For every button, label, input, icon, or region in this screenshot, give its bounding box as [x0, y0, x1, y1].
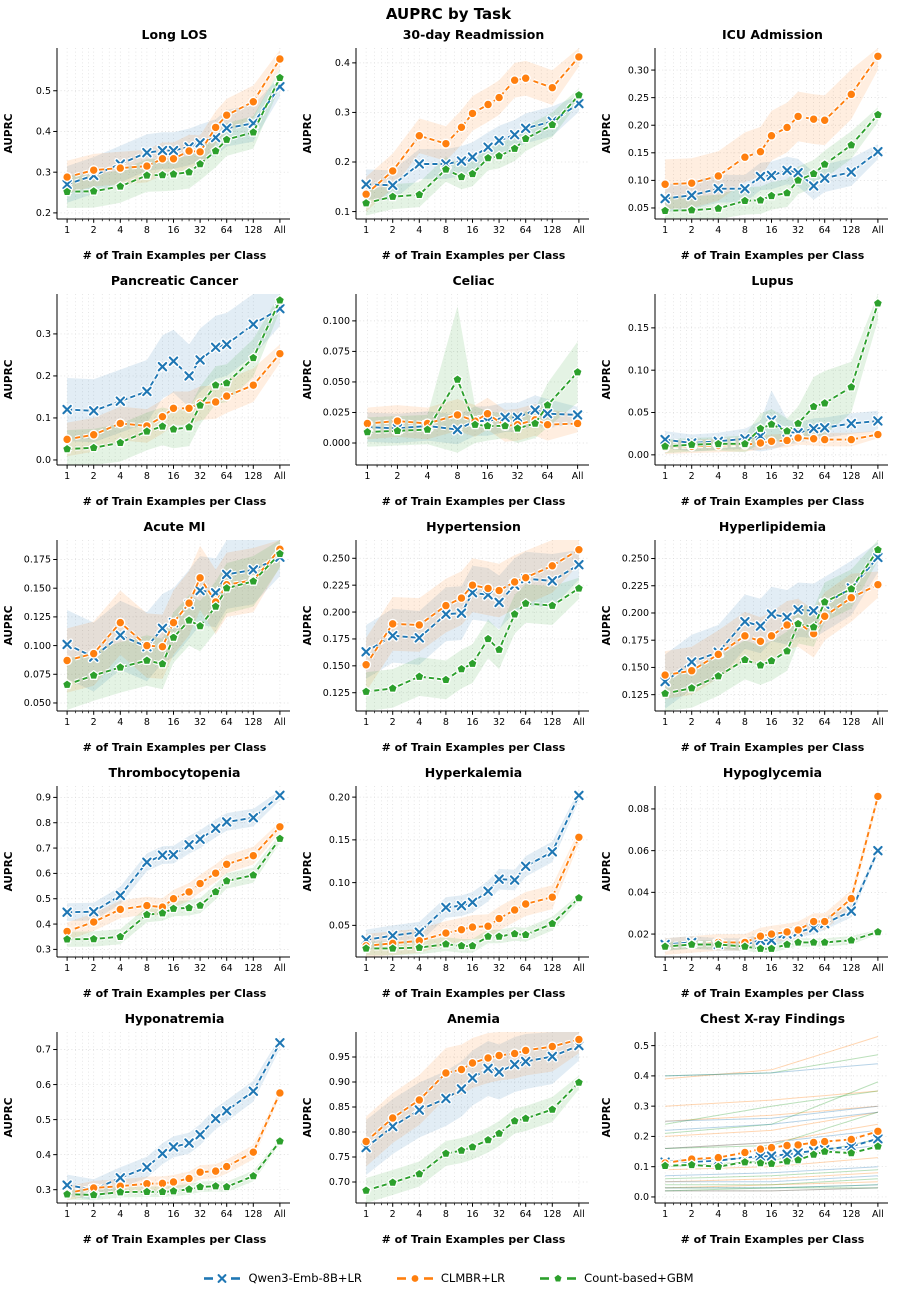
- x-tick-label: 8: [741, 471, 748, 482]
- subplot-hypertension: [299, 518, 598, 764]
- y-tick-label: 0.5: [633, 1040, 649, 1052]
- y-tick-label: 0.08: [627, 804, 649, 816]
- y-axis-label: AUPRC: [3, 605, 15, 646]
- y-tick-label: 0.050: [322, 377, 350, 389]
- x-tick-label: 32: [792, 1209, 805, 1220]
- y-tick-label: 0.3: [334, 107, 350, 119]
- x-tick-label: 8: [741, 963, 748, 974]
- legend-item-clmbr: [396, 1271, 505, 1285]
- x-tick-label: 2: [90, 717, 97, 728]
- y-tick-label: 0.4: [633, 1071, 649, 1083]
- x-tick-label: 1: [64, 963, 71, 974]
- x-tick-label: 8: [143, 471, 150, 482]
- x-tick-label: 8: [442, 225, 449, 236]
- y-tick-label: 0.25: [627, 92, 649, 104]
- x-tick-label: 8: [442, 963, 449, 974]
- y-axis-label: AUPRC: [601, 359, 613, 400]
- x-tick-label: 128: [244, 471, 263, 482]
- y-tick-label: 0.00: [627, 450, 649, 462]
- x-tick-label: 64: [818, 471, 831, 482]
- y-tick-label: 0.5: [35, 893, 51, 905]
- y-tick-label: 0.3: [35, 329, 51, 341]
- x-tick-label: 8: [143, 1209, 150, 1220]
- subplot-lupus: [598, 272, 897, 518]
- figure-title: AUPRC by Task: [385, 5, 512, 23]
- y-tick-label: 0.050: [23, 698, 51, 710]
- y-tick-label: 0.100: [23, 640, 51, 652]
- x-tick-label: 32: [493, 717, 506, 728]
- y-tick-label: 0.175: [621, 635, 649, 647]
- x-tick-label: 16: [765, 471, 778, 482]
- x-tick-label: 128: [842, 717, 861, 728]
- y-axis-label: AUPRC: [601, 851, 613, 892]
- x-tick-label: 32: [792, 225, 805, 236]
- x-tick-label: 1: [662, 1209, 669, 1220]
- x-tick-label: All: [274, 1209, 286, 1220]
- y-tick-label: 0.4: [35, 919, 51, 931]
- x-tick-label: 64: [818, 963, 831, 974]
- subplot-title: Chest X-ray Findings: [699, 1011, 846, 1026]
- x-tick-label: All: [872, 963, 884, 974]
- x-tick-label: 32: [493, 963, 506, 974]
- x-axis-label: # of Train Examples per Class: [680, 987, 865, 1000]
- x-tick-label: 16: [466, 963, 479, 974]
- x-tick-label: 32: [792, 471, 805, 482]
- x-tick-label: 1: [64, 717, 71, 728]
- x-tick-label: 64: [519, 963, 532, 974]
- x-tick-label: 2: [389, 717, 396, 728]
- x-tick-label: 32: [792, 717, 805, 728]
- x-tick-label: 128: [543, 717, 562, 728]
- x-tick-label: 4: [715, 717, 722, 728]
- y-tick-label: 0.2: [633, 1131, 649, 1143]
- y-axis-label: AUPRC: [3, 113, 15, 154]
- y-axis-label: AUPRC: [3, 1097, 15, 1138]
- y-tick-label: 0.4: [35, 1149, 51, 1161]
- y-tick-label: 0.9: [35, 792, 51, 804]
- y-tick-label: 0.225: [621, 580, 649, 592]
- x-tick-label: 32: [493, 1209, 506, 1220]
- subplot-canvas-hypoglycemia: [598, 781, 897, 987]
- y-tick-label: 0.10: [627, 365, 649, 377]
- subplot-hyponatremia: [0, 1010, 299, 1256]
- x-tick-label: 1: [662, 963, 669, 974]
- x-tick-label: 4: [416, 225, 423, 236]
- x-tick-label: 16: [466, 1209, 479, 1220]
- subplot-canvas-hyperkalemia: [299, 781, 598, 987]
- x-tick-label: 128: [842, 225, 861, 236]
- y-tick-label: 0.2: [35, 371, 51, 383]
- x-tick-label: 16: [765, 1209, 778, 1220]
- x-tick-label: 64: [818, 1209, 831, 1220]
- x-tick-label: 128: [543, 225, 562, 236]
- x-tick-label: 4: [117, 225, 124, 236]
- subplot-title: Thrombocytopenia: [108, 765, 241, 780]
- x-tick-label: 16: [765, 225, 778, 236]
- x-tick-label: 4: [715, 225, 722, 236]
- x-tick-label: All: [274, 471, 286, 482]
- x-tick-label: All: [872, 1209, 884, 1220]
- x-tick-label: 128: [842, 471, 861, 482]
- subplot-pancreatic-cancer: [0, 272, 299, 518]
- x-tick-label: 16: [167, 225, 180, 236]
- x-tick-label: 64: [541, 471, 554, 482]
- y-tick-label: 0.4: [35, 126, 51, 138]
- subplot-title: Hyperlipidemia: [718, 519, 827, 534]
- y-tick-label: 0.150: [621, 662, 649, 674]
- x-tick-label: 16: [765, 717, 778, 728]
- x-tick-label: All: [573, 1209, 585, 1220]
- x-tick-label: All: [274, 963, 286, 974]
- subplot-title: Acute MI: [143, 519, 206, 534]
- x-axis-label: # of Train Examples per Class: [82, 987, 267, 1000]
- x-tick-label: 1: [662, 717, 669, 728]
- subplot-canvas-hypertension: [299, 535, 598, 741]
- subplot-canvas-lupus: [598, 289, 897, 495]
- y-tick-label: 0.75: [328, 1152, 350, 1164]
- x-tick-label: 1: [64, 1209, 71, 1220]
- x-tick-label: 32: [194, 225, 207, 236]
- count-pentagon-marker-icon: [539, 1272, 577, 1285]
- subplot-title: 30-day Readmission: [402, 27, 545, 42]
- x-axis-label: # of Train Examples per Class: [82, 1233, 267, 1246]
- x-tick-label: 2: [394, 471, 401, 482]
- x-tick-label: 16: [765, 963, 778, 974]
- y-axis-label: AUPRC: [601, 605, 613, 646]
- x-tick-label: 128: [842, 963, 861, 974]
- x-axis-label: # of Train Examples per Class: [82, 249, 267, 262]
- x-tick-label: 2: [688, 471, 695, 482]
- x-tick-label: 8: [442, 717, 449, 728]
- y-tick-label: 0.95: [328, 1052, 350, 1064]
- subplot-canvas-hyponatremia: [0, 1027, 299, 1233]
- y-tick-label: 0.1: [633, 1161, 649, 1173]
- legend-item-count: [539, 1271, 693, 1285]
- y-axis-label: AUPRC: [302, 605, 314, 646]
- subplot-canvas-celiac: [299, 289, 598, 495]
- x-tick-label: All: [274, 717, 286, 728]
- y-tick-label: 0.2: [35, 208, 51, 220]
- x-tick-label: 1: [363, 225, 370, 236]
- x-tick-label: 2: [389, 225, 396, 236]
- x-tick-label: 32: [194, 717, 207, 728]
- x-axis-label: # of Train Examples per Class: [82, 741, 267, 754]
- y-tick-label: 0.125: [322, 687, 350, 699]
- x-tick-label: 4: [117, 471, 124, 482]
- y-tick-label: 0.15: [627, 148, 649, 160]
- y-tick-label: 0.3: [35, 944, 51, 956]
- y-tick-label: 0.20: [328, 792, 350, 804]
- subplot-long-los: [0, 26, 299, 272]
- y-tick-label: 0.90: [328, 1077, 350, 1089]
- series-qwen: [63, 1039, 283, 1193]
- subplot-title: Pancreatic Cancer: [110, 273, 239, 288]
- y-tick-label: 0.15: [627, 323, 649, 335]
- subplot-title: ICU Admission: [722, 27, 823, 42]
- subplot-30-day-readmission: [299, 26, 598, 272]
- y-tick-label: 0.025: [322, 407, 350, 419]
- y-tick-label: 0.0: [633, 1192, 649, 1204]
- subplot-canvas-pancreatic-cancer: [0, 289, 299, 495]
- y-tick-label: 0.100: [322, 316, 350, 328]
- subplot-canvas-anemia: [299, 1027, 598, 1233]
- x-tick-label: 32: [194, 471, 207, 482]
- y-tick-label: 0.1: [35, 413, 51, 425]
- legend-label: Qwen3-Emb-8B+LR: [248, 1271, 362, 1285]
- subplot-anemia: [299, 1010, 598, 1256]
- x-tick-label: 64: [519, 717, 532, 728]
- subplot-celiac: [299, 272, 598, 518]
- x-tick-label: 2: [90, 471, 97, 482]
- y-tick-label: 0.150: [23, 583, 51, 595]
- y-tick-label: 0.85: [328, 1102, 350, 1114]
- subplot-thrombocytopenia: [0, 764, 299, 1010]
- x-tick-label: 64: [220, 717, 233, 728]
- x-tick-label: 64: [220, 1209, 233, 1220]
- x-tick-label: All: [872, 471, 884, 482]
- x-axis-label: # of Train Examples per Class: [381, 987, 566, 1000]
- x-axis-label: # of Train Examples per Class: [680, 249, 865, 262]
- x-tick-label: 4: [416, 963, 423, 974]
- y-tick-label: 0.30: [627, 65, 649, 77]
- subplot-title: Anemia: [447, 1011, 500, 1026]
- x-tick-label: 8: [741, 717, 748, 728]
- x-tick-label: 32: [792, 963, 805, 974]
- y-axis-label: AUPRC: [302, 851, 314, 892]
- y-axis-label: AUPRC: [302, 1097, 314, 1138]
- subplot-title: Hypoglycemia: [722, 765, 823, 780]
- x-tick-label: All: [872, 225, 884, 236]
- y-tick-label: 0.3: [35, 167, 51, 179]
- y-tick-label: 0.05: [627, 203, 649, 215]
- x-tick-label: 2: [688, 1209, 695, 1220]
- x-tick-label: 32: [493, 225, 506, 236]
- x-tick-label: 4: [416, 1209, 423, 1220]
- subplot-hyperkalemia: [299, 764, 598, 1010]
- y-tick-label: 0.125: [621, 689, 649, 701]
- x-tick-label: 1: [363, 963, 370, 974]
- subplot-canvas-hyperlipidemia: [598, 535, 897, 741]
- legend-item-qwen: [203, 1271, 361, 1285]
- x-axis-label: # of Train Examples per Class: [381, 1233, 566, 1246]
- y-axis-label: AUPRC: [601, 113, 613, 154]
- x-tick-label: 16: [466, 717, 479, 728]
- x-tick-label: 8: [143, 225, 150, 236]
- x-tick-label: 4: [117, 1209, 124, 1220]
- x-tick-label: 1: [662, 225, 669, 236]
- x-tick-label: 128: [543, 1209, 562, 1220]
- x-tick-label: 1: [364, 471, 371, 482]
- x-tick-label: 16: [167, 1209, 180, 1220]
- y-tick-label: 0.80: [328, 1127, 350, 1139]
- x-tick-label: 128: [244, 1209, 263, 1220]
- y-axis-label: AUPRC: [3, 359, 15, 400]
- x-tick-label: 2: [688, 717, 695, 728]
- x-tick-label: 8: [454, 471, 461, 482]
- x-tick-label: 128: [244, 963, 263, 974]
- x-tick-label: 1: [64, 225, 71, 236]
- x-tick-label: 4: [416, 717, 423, 728]
- x-tick-label: 1: [64, 471, 71, 482]
- y-tick-label: 0.7: [35, 843, 51, 855]
- subplot-hypoglycemia: [598, 764, 897, 1010]
- y-tick-label: 0.05: [328, 920, 350, 932]
- x-tick-label: 4: [715, 471, 722, 482]
- x-axis-label: # of Train Examples per Class: [381, 741, 566, 754]
- y-tick-label: 0.06: [627, 845, 649, 857]
- x-tick-label: 2: [90, 1209, 97, 1220]
- subplot-canvas-long-los: [0, 43, 299, 249]
- x-tick-label: 4: [715, 963, 722, 974]
- y-axis-label: AUPRC: [302, 359, 314, 400]
- subplot-title: Long LOS: [141, 27, 208, 42]
- x-tick-label: 64: [818, 225, 831, 236]
- x-tick-label: 2: [688, 225, 695, 236]
- x-tick-label: 64: [220, 471, 233, 482]
- subplot-title: Hyperkalemia: [424, 765, 523, 780]
- subplot-chest-x-ray-findings: [598, 1010, 897, 1256]
- x-tick-label: 32: [194, 1209, 207, 1220]
- y-tick-label: 0.075: [322, 346, 350, 358]
- x-tick-label: 64: [818, 717, 831, 728]
- x-tick-label: 1: [363, 717, 370, 728]
- x-tick-label: 4: [424, 471, 431, 482]
- chart-grid: [0, 26, 897, 1256]
- y-tick-label: 0.70: [328, 1177, 350, 1189]
- y-tick-label: 0.3: [35, 1184, 51, 1196]
- x-tick-label: 16: [167, 963, 180, 974]
- x-tick-label: 16: [481, 471, 494, 482]
- y-tick-label: 0.175: [23, 554, 51, 566]
- y-tick-label: 0.150: [322, 661, 350, 673]
- subplot-canvas-icu-admission: [598, 43, 897, 249]
- x-axis-label: # of Train Examples per Class: [381, 495, 566, 508]
- x-tick-label: 2: [90, 225, 97, 236]
- x-tick-label: All: [573, 963, 585, 974]
- x-tick-label: 1: [363, 1209, 370, 1220]
- y-tick-label: 0.8: [35, 817, 51, 829]
- y-axis-label: AUPRC: [601, 1097, 613, 1138]
- y-tick-label: 0.10: [627, 175, 649, 187]
- x-axis-label: # of Train Examples per Class: [82, 495, 267, 508]
- y-tick-label: 0.20: [627, 120, 649, 132]
- subplot-canvas-acute-mi: [0, 535, 299, 741]
- x-tick-label: 64: [220, 225, 233, 236]
- x-tick-label: 2: [90, 963, 97, 974]
- x-tick-label: 8: [741, 225, 748, 236]
- x-tick-label: 32: [194, 963, 207, 974]
- subplot-icu-admission: [598, 26, 897, 272]
- x-tick-label: 64: [519, 1209, 532, 1220]
- x-tick-label: 128: [244, 225, 263, 236]
- x-axis-label: # of Train Examples per Class: [680, 1233, 865, 1246]
- x-tick-label: 8: [442, 1209, 449, 1220]
- y-axis-label: AUPRC: [302, 113, 314, 154]
- y-tick-label: 0.200: [621, 608, 649, 620]
- subplot-canvas-chest-x-ray-findings: [598, 1027, 897, 1233]
- subplot-acute-mi: [0, 518, 299, 764]
- y-tick-label: 0.6: [35, 868, 51, 880]
- y-tick-label: 0.2: [334, 157, 350, 169]
- x-tick-label: 64: [519, 225, 532, 236]
- y-tick-label: 0.000: [322, 438, 350, 450]
- y-tick-label: 0.1: [334, 206, 350, 218]
- x-tick-label: 32: [511, 471, 524, 482]
- x-tick-label: 4: [117, 963, 124, 974]
- x-tick-label: 8: [143, 717, 150, 728]
- x-tick-label: 2: [688, 963, 695, 974]
- x-tick-label: All: [274, 225, 286, 236]
- x-tick-label: 64: [220, 963, 233, 974]
- y-tick-label: 0.15: [328, 835, 350, 847]
- y-tick-label: 0.200: [322, 607, 350, 619]
- y-tick-label: 0.05: [627, 407, 649, 419]
- y-tick-label: 0.04: [627, 887, 649, 899]
- subplot-title: Hyponatremia: [124, 1011, 225, 1026]
- y-tick-label: 0.4: [334, 58, 350, 70]
- x-tick-label: 16: [167, 717, 180, 728]
- x-tick-label: 16: [167, 471, 180, 482]
- y-axis-label: AUPRC: [3, 851, 15, 892]
- x-tick-label: 128: [543, 963, 562, 974]
- y-tick-label: 0.225: [322, 580, 350, 592]
- y-tick-label: 0.7: [35, 1044, 51, 1056]
- legend-label: CLMBR+LR: [440, 1271, 506, 1285]
- y-tick-label: 0.5: [35, 85, 51, 97]
- legend: [0, 1258, 897, 1298]
- x-tick-label: 4: [715, 1209, 722, 1220]
- x-tick-label: 128: [842, 1209, 861, 1220]
- y-tick-label: 0.5: [35, 1114, 51, 1126]
- x-axis-label: # of Train Examples per Class: [680, 741, 865, 754]
- subplot-title: Lupus: [751, 273, 794, 288]
- subplot-title: Celiac: [452, 273, 495, 288]
- x-tick-label: 8: [741, 1209, 748, 1220]
- x-axis-label: # of Train Examples per Class: [381, 249, 566, 262]
- y-tick-label: 0.175: [322, 634, 350, 646]
- y-tick-label: 0.075: [23, 669, 51, 681]
- y-tick-label: 0.0: [35, 455, 51, 467]
- qwen-x-marker-icon: [203, 1272, 241, 1285]
- subplot-hyperlipidemia: [598, 518, 897, 764]
- x-tick-label: All: [571, 471, 584, 482]
- y-tick-label: 0.10: [328, 877, 350, 889]
- x-tick-label: All: [573, 717, 585, 728]
- x-tick-label: 2: [389, 1209, 396, 1220]
- x-tick-label: All: [573, 225, 585, 236]
- x-tick-label: 1: [662, 471, 669, 482]
- x-tick-label: 16: [466, 225, 479, 236]
- y-tick-label: 0.250: [621, 553, 649, 565]
- x-tick-label: 128: [244, 717, 263, 728]
- y-tick-label: 0.3: [633, 1101, 649, 1113]
- x-axis-label: # of Train Examples per Class: [680, 495, 865, 508]
- x-tick-label: All: [872, 717, 884, 728]
- x-tick-label: 2: [389, 963, 396, 974]
- legend-label: Count-based+GBM: [584, 1271, 694, 1285]
- subplot-title: Hypertension: [426, 519, 521, 534]
- y-tick-label: 0.02: [627, 929, 649, 941]
- subplot-canvas-thrombocytopenia: [0, 781, 299, 987]
- x-tick-label: 8: [143, 963, 150, 974]
- subplot-canvas-30-day-readmission: [299, 43, 598, 249]
- clmbr-circle-marker-icon: [396, 1272, 434, 1285]
- x-tick-label: 4: [117, 717, 124, 728]
- y-tick-label: 0.6: [35, 1079, 51, 1091]
- y-tick-label: 0.125: [23, 612, 51, 624]
- y-tick-label: 0.250: [322, 553, 350, 565]
